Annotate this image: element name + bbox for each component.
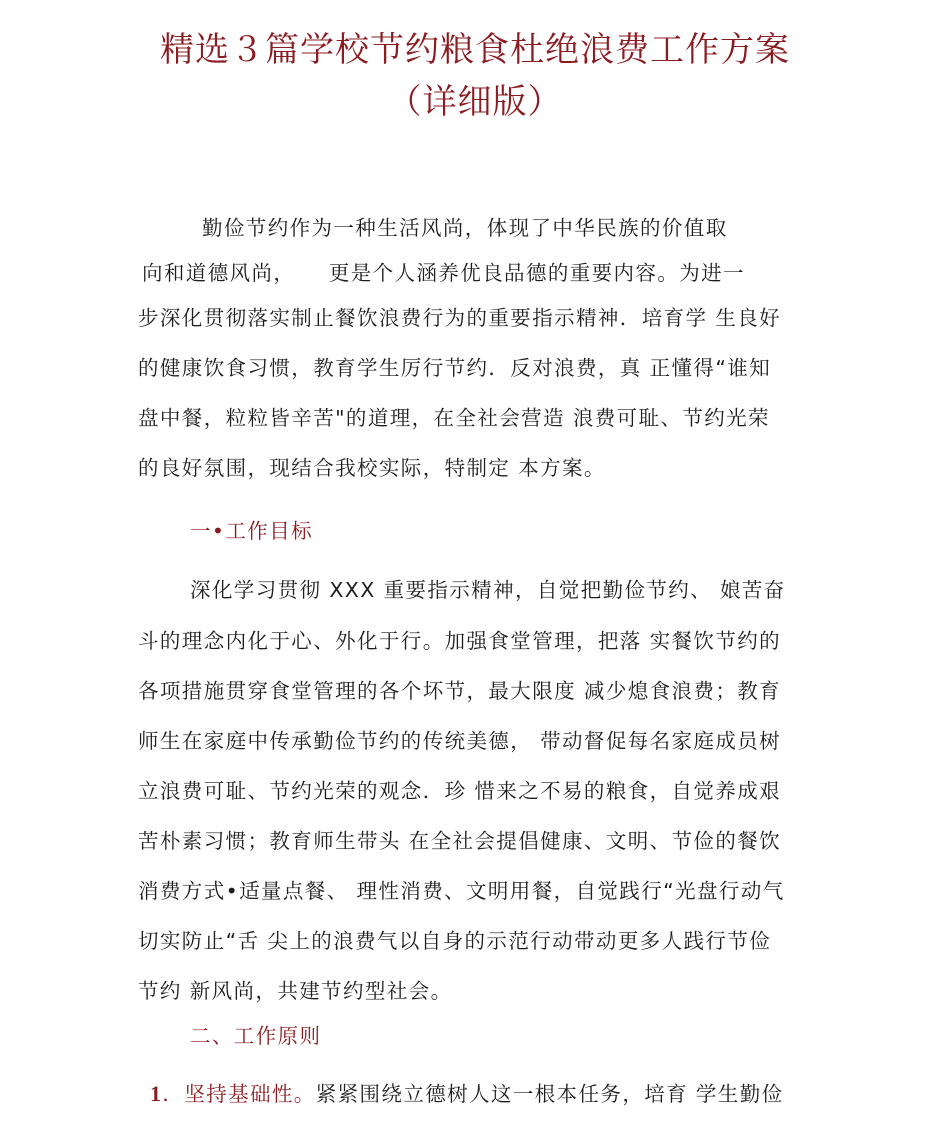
item-number: 1 [150, 1081, 163, 1106]
intro-line: 向和道德风尚， 更是个人涵养优良品德的重要内容。为进一 [142, 261, 745, 285]
body-line: 消费方式•适量点餐、 理性消费、文明用餐，自觉践行“光盘行动气 [138, 879, 785, 903]
intro-line: 盘中餐，粒粒皆辛苦"的道理，在全社会营造 浪费可耻、节约光荣 [138, 406, 770, 430]
section-heading-principles: 二、工作原则 [190, 1024, 322, 1048]
body-line: 斗的理念内化于心、外化于行。加强食堂管理，把落 实餐饮节约的 [138, 629, 782, 653]
body-line: 师生在家庭中传承勤俭节约的传统美德， 带动督促每名家庭成员树 [138, 729, 782, 753]
document-subtitle: （详细版） [387, 82, 563, 122]
intro-line: 的良好氛围，现结合我校实际，特制定 本方案。 [138, 456, 606, 480]
intro-line: 步深化贯彻落实制止餐饮浪费行为的重要指示精神．培育学 生良好 [138, 306, 782, 330]
item-number-dot: ． [162, 1082, 185, 1106]
intro-line: 勤俭节约作为一种生活风尚，体现了中华民族的价值取 [202, 216, 728, 240]
body-line: 节约 新风尚，共建节约型社会。 [138, 979, 453, 1003]
body-line: 切实防止“舌 尖上的浪费气以自身的示范行动带动更多人践行节俭 [138, 929, 772, 953]
item-label: 坚持基础性。 [184, 1082, 316, 1106]
section-heading-goals: 一•工作目标 [190, 519, 313, 543]
item-text: 紧紧围绕立德树人这一根本任务，培育 学生勤俭 [315, 1082, 784, 1106]
principle-item [150, 1077, 784, 1107]
body-line: 立浪费可耻、节约光荣的观念．珍 惜来之不易的粮食，自觉养成艰 [138, 779, 782, 803]
body-line: 深化学习贯彻 XXX 重要指示精神，自觉把勤俭节约、 娘苦奋 [190, 578, 786, 602]
intro-line: 的健康饮食习惯，教育学生厉行节约．反对浪费，真 正懂得“谁知 [138, 356, 772, 380]
body-line: 苦朴素习惯；教育师生带头 在全社会提倡健康、文明、节俭的餐饮 [138, 829, 782, 853]
document-title: 精选３篇学校节约粮食杜绝浪费工作方案 [160, 30, 790, 70]
body-line: 各项措施贯穿食堂管理的各个坏节，最大限度 减少熄食浪费；教育 [138, 679, 782, 703]
